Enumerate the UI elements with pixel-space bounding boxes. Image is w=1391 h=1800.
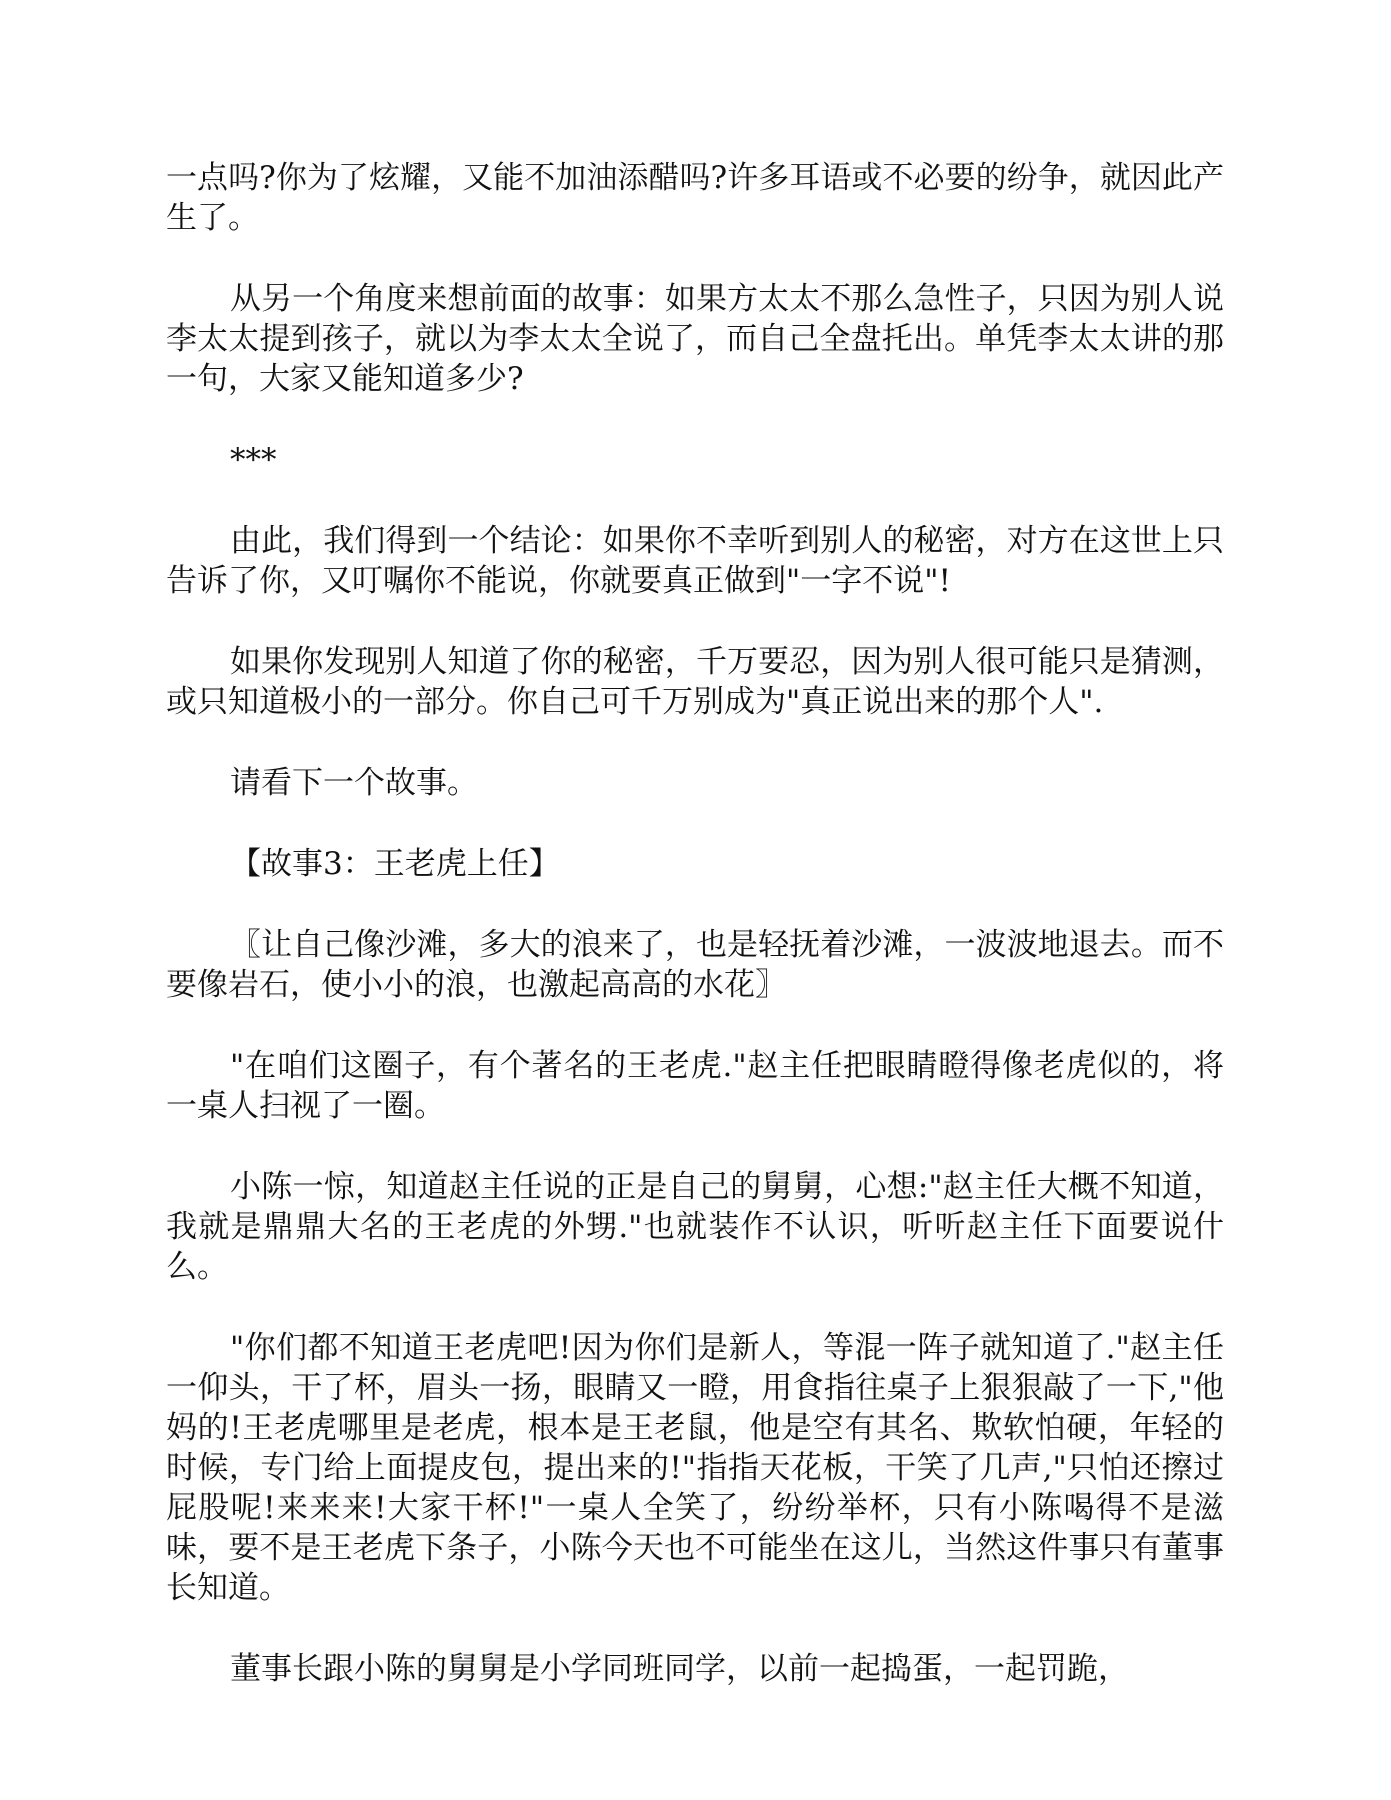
paragraph-continuation: 一点吗?你为了炫耀，又能不加油添醋吗?许多耳语或不必要的纷争，就因此产生了。 [166, 160, 1224, 236]
paragraph-story-3: "你们都不知道王老虎吧!因为你们是新人，等混一阵子就知道了."赵主任一仰头，干了杯，眉头一扬，眼睛又一瞪，用食指往桌子上狠狠敲了一下,"他妈的!王老虎哪里是老虎，根本是王老鼠，他是空有其名、欺软怕硬，年轻的时候，专门给上面提皮包，提出来的!"指指天花板，干笑了几声,"只怕还擦过屁股呢!来来来!大家干杯!"一桌人全笑了，纷纷举杯，只有小陈喝得不是滋味，要不是王老虎下条子，小陈今天也不可能坐在这儿，当然这件事只有董事长知道。 [166, 1330, 1224, 1606]
section-separator: *** [230, 442, 277, 478]
paragraph-another-angle: 从另一个角度来想前面的故事：如果方太太不那么急性子，只因为别人说李太太提到孩子，就以为李太太全说了，而自己全盘托出。单凭李太太讲的那一句，大家又能知道多少? [166, 281, 1224, 397]
paragraph-conclusion: 由此，我们得到一个结论：如果你不幸听到别人的秘密，对方在这世上只告诉了你，又叮嘱你不能说，你就要真正做到"一字不说"! [166, 523, 1224, 599]
story-motto: 〖让自己像沙滩，多大的浪来了，也是轻抚着沙滩，一波波地退去。而不要像岩石，使小小的浪，也激起高高的水花〗 [166, 927, 1224, 1003]
paragraph-story-4: 董事长跟小陈的舅舅是小学同班同学，以前一起捣蛋，一起罚跪， [230, 1651, 1129, 1687]
paragraph-next-story: 请看下一个故事。 [230, 765, 478, 801]
document-page [166, 158, 1224, 1730]
paragraph-story-1: "在咱们这圈子，有个著名的王老虎."赵主任把眼睛瞪得像老虎似的，将一桌人扫视了一圈。 [166, 1048, 1224, 1124]
paragraph-advice: 如果你发现别人知道了你的秘密，千万要忍，因为别人很可能只是猜测，或只知道极小的一部分。你自己可千万别成为"真正说出来的那个人". [166, 644, 1224, 720]
story-heading: 【故事3：王老虎上任】 [230, 846, 560, 882]
paragraph-story-2: 小陈一惊，知道赵主任说的正是自己的舅舅，心想:"赵主任大概不知道，我就是鼎鼎大名的王老虎的外甥."也就装作不认识，听听赵主任下面要说什么。 [166, 1169, 1224, 1285]
